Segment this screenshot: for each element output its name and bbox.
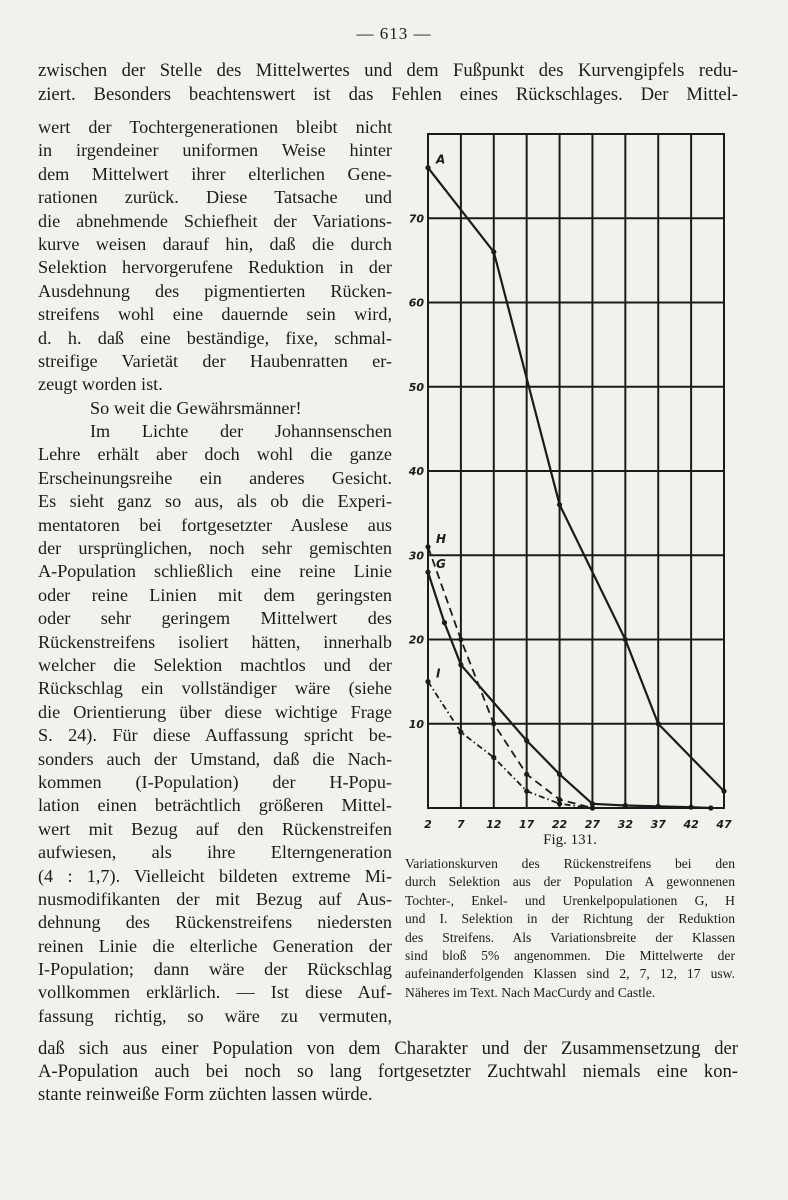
- data-point: [425, 544, 430, 549]
- body-line: streifige Varietät der Haubenratten er-: [38, 350, 392, 371]
- body-line: daß sich aus einer Population von dem Charakter und der Zusammensetzung der: [38, 1038, 738, 1059]
- body-line: sonders auch der Umstand, daß die Nach-: [38, 748, 392, 769]
- body-line: reinen Linie die elterliche Generation der: [38, 935, 392, 956]
- x-tick-label: 12: [486, 818, 502, 831]
- data-point: [491, 249, 496, 254]
- caption-line: Variationskurven des Rückenstreifens bei den: [405, 856, 735, 871]
- figure-caption: [405, 855, 735, 1002]
- x-tick-label: 2: [424, 818, 432, 831]
- body-line: lation einen beträchtlich größeren Mittel-: [38, 795, 392, 816]
- data-point: [458, 662, 463, 667]
- y-tick-label: 50: [408, 380, 424, 394]
- body-line: Im Lichte der Johannsenschen: [90, 421, 392, 442]
- y-tick-label: 30: [408, 549, 424, 563]
- series-line-g: [428, 572, 711, 808]
- data-point: [656, 804, 661, 809]
- data-point: [721, 789, 726, 794]
- body-line: ziert. Besonders beachtenswert ist das Fehlen eines Rückschlages. Der Mittel-: [38, 84, 738, 105]
- body-line: Selektion hervorgerufene Reduktion in der: [38, 257, 392, 278]
- data-point: [689, 805, 694, 810]
- body-line: d. h. daß eine beständige, fixe, schmal-: [38, 327, 392, 348]
- body-line: in irgendeiner uniformen Weise hinter: [38, 140, 392, 161]
- body-line: oder sehr geringem Mittelwert des: [38, 608, 392, 629]
- y-tick-label: 70: [408, 212, 424, 226]
- curve-label: G: [436, 557, 446, 572]
- series-line-i: [428, 682, 592, 808]
- page-number: — 613 —: [356, 24, 432, 43]
- y-tick-label: 10: [408, 717, 424, 731]
- caption-line: aufeinanderfolgenden Klassen sind 2, 7, 12, 17 usw.: [405, 966, 735, 982]
- caption-line: Tochter-, Enkel- und Urenkelpopulationen G, H: [405, 892, 735, 908]
- data-point: [458, 637, 463, 642]
- figure-label: Fig. 131.: [543, 832, 597, 848]
- x-tick-label: 47: [716, 818, 732, 831]
- data-point: [425, 679, 430, 684]
- data-point: [623, 803, 628, 808]
- body-line: Ausdehnung des pigmentierten Rücken-: [38, 280, 392, 301]
- curve-label: I: [436, 666, 441, 681]
- body-line: zeugt worden ist.: [38, 374, 163, 395]
- data-point: [656, 721, 661, 726]
- body-line: dehnung des Rückenstreifens niedersten: [38, 912, 392, 933]
- data-point: [524, 772, 529, 777]
- body-line: Erscheinungsreihe ein anderes Gesicht.: [38, 467, 392, 488]
- body-line: I-Population; dann wäre der Rückschlag: [38, 959, 392, 980]
- curve-label: A: [436, 152, 446, 167]
- caption-line: und I. Selektion in der Richtung der Reduktion: [405, 911, 735, 927]
- x-tick-label: 32: [617, 818, 633, 831]
- body-line: welcher die Selektion machtlos und der: [38, 654, 392, 675]
- body-line: fassung richtig, so wäre zu vermuten,: [38, 1005, 392, 1026]
- body-line: wert der Tochtergenerationen bleibt nicht: [38, 117, 392, 137]
- body-line: kommen (I-Population) der H-Popu-: [38, 771, 392, 792]
- figure-131: [402, 128, 738, 848]
- body-line: aufwiesen, als ihre Elterngeneration: [38, 842, 392, 863]
- data-point: [442, 620, 447, 625]
- body-line: kurve weisen darauf hin, daß die durch: [38, 233, 392, 254]
- data-point: [557, 801, 562, 806]
- text-column: [38, 116, 392, 1028]
- x-tick-label: 27: [584, 818, 601, 831]
- caption-line: Näheres im Text. Nach MacCurdy and Castle.: [405, 984, 656, 1000]
- caption-line: sind bloß 5% angenommen. Die Mittelwerte der: [405, 948, 735, 964]
- data-point: [557, 502, 562, 507]
- body-line: Rückschlag ein vollständiger wäre (siehe: [38, 678, 392, 699]
- series-line-h: [428, 547, 592, 808]
- series-line-a: [428, 168, 724, 791]
- data-point: [524, 738, 529, 743]
- body-line: stante reinweiße Form züchten lassen würde.: [38, 1084, 373, 1105]
- body-line: streifens wohl eine dauernde sein wird,: [38, 304, 392, 325]
- data-point: [557, 772, 562, 777]
- caption-line: durch Selektion aus der Population A gewonnenen: [405, 874, 735, 890]
- y-tick-label: 20: [408, 633, 424, 647]
- x-tick-label: 17: [519, 818, 535, 831]
- data-point: [590, 805, 595, 810]
- body-line: wert mit Bezug auf den Rückenstreifen: [38, 818, 392, 839]
- body-line: vollkommen erklärlich. — Ist diese Auf-: [38, 982, 392, 1003]
- body-line: nusmodifikanten der mit Bezug auf Aus-: [38, 888, 392, 909]
- body-line: Rückenstreifens isoliert hätten, innerhalb: [38, 631, 392, 652]
- body-line: mentatoren bei fortgesetzter Auslese aus: [38, 514, 392, 535]
- y-tick-label: 40: [408, 465, 424, 478]
- body-line: zwischen der Stelle des Mittelwertes und dem Fußpunkt des Kurvengipfels redu-: [38, 60, 738, 81]
- body-line: die Orientierung über diese wichtige Frage: [38, 701, 392, 722]
- body-line: A-Population auch bei noch so lang fortgesetzter Zuchtwahl niemals eine kon-: [38, 1061, 738, 1082]
- body-line: S. 24). Für diese Auffassung spricht be-: [38, 725, 392, 746]
- body-line: rationen zurück. Diese Tatsache und: [38, 187, 392, 208]
- body-line: oder reine Linien mit dem geringsten: [38, 584, 392, 605]
- data-point: [623, 637, 628, 642]
- x-tick-label: 37: [650, 818, 666, 831]
- x-tick-label: 22: [551, 818, 568, 831]
- data-point: [425, 165, 430, 170]
- x-tick-label: 7: [457, 818, 465, 831]
- y-tick-label: 60: [408, 296, 424, 310]
- body-line: die abnehmende Schiefheit der Variations-: [38, 210, 392, 231]
- data-point: [458, 730, 463, 735]
- variation-chart: [402, 128, 738, 848]
- caption-line: des Streifens. Als Variationsbreite der Klassen: [405, 929, 735, 945]
- body-line: Lehre erhält aber doch wohl die ganze: [38, 444, 392, 465]
- body-line: (4 : 1,7). Vielleicht bildeten extreme Mi-: [38, 865, 392, 886]
- data-point: [708, 805, 713, 810]
- x-tick-label: 42: [683, 818, 699, 831]
- data-point: [491, 755, 496, 760]
- data-point: [524, 789, 529, 794]
- body-line: A-Population schließlich eine reine Linie: [38, 561, 392, 582]
- body-line: dem Mittelwert ihrer elterlichen Gene-: [38, 163, 392, 184]
- body-line: der ursprünglichen, noch sehr gemischten: [38, 538, 392, 559]
- data-point: [425, 570, 430, 575]
- data-point: [491, 721, 496, 726]
- curve-label: H: [436, 531, 447, 546]
- body-line: Es sieht ganz so aus, als ob die Experi-: [38, 491, 392, 512]
- body-line: So weit die Gewährsmänner!: [90, 397, 302, 418]
